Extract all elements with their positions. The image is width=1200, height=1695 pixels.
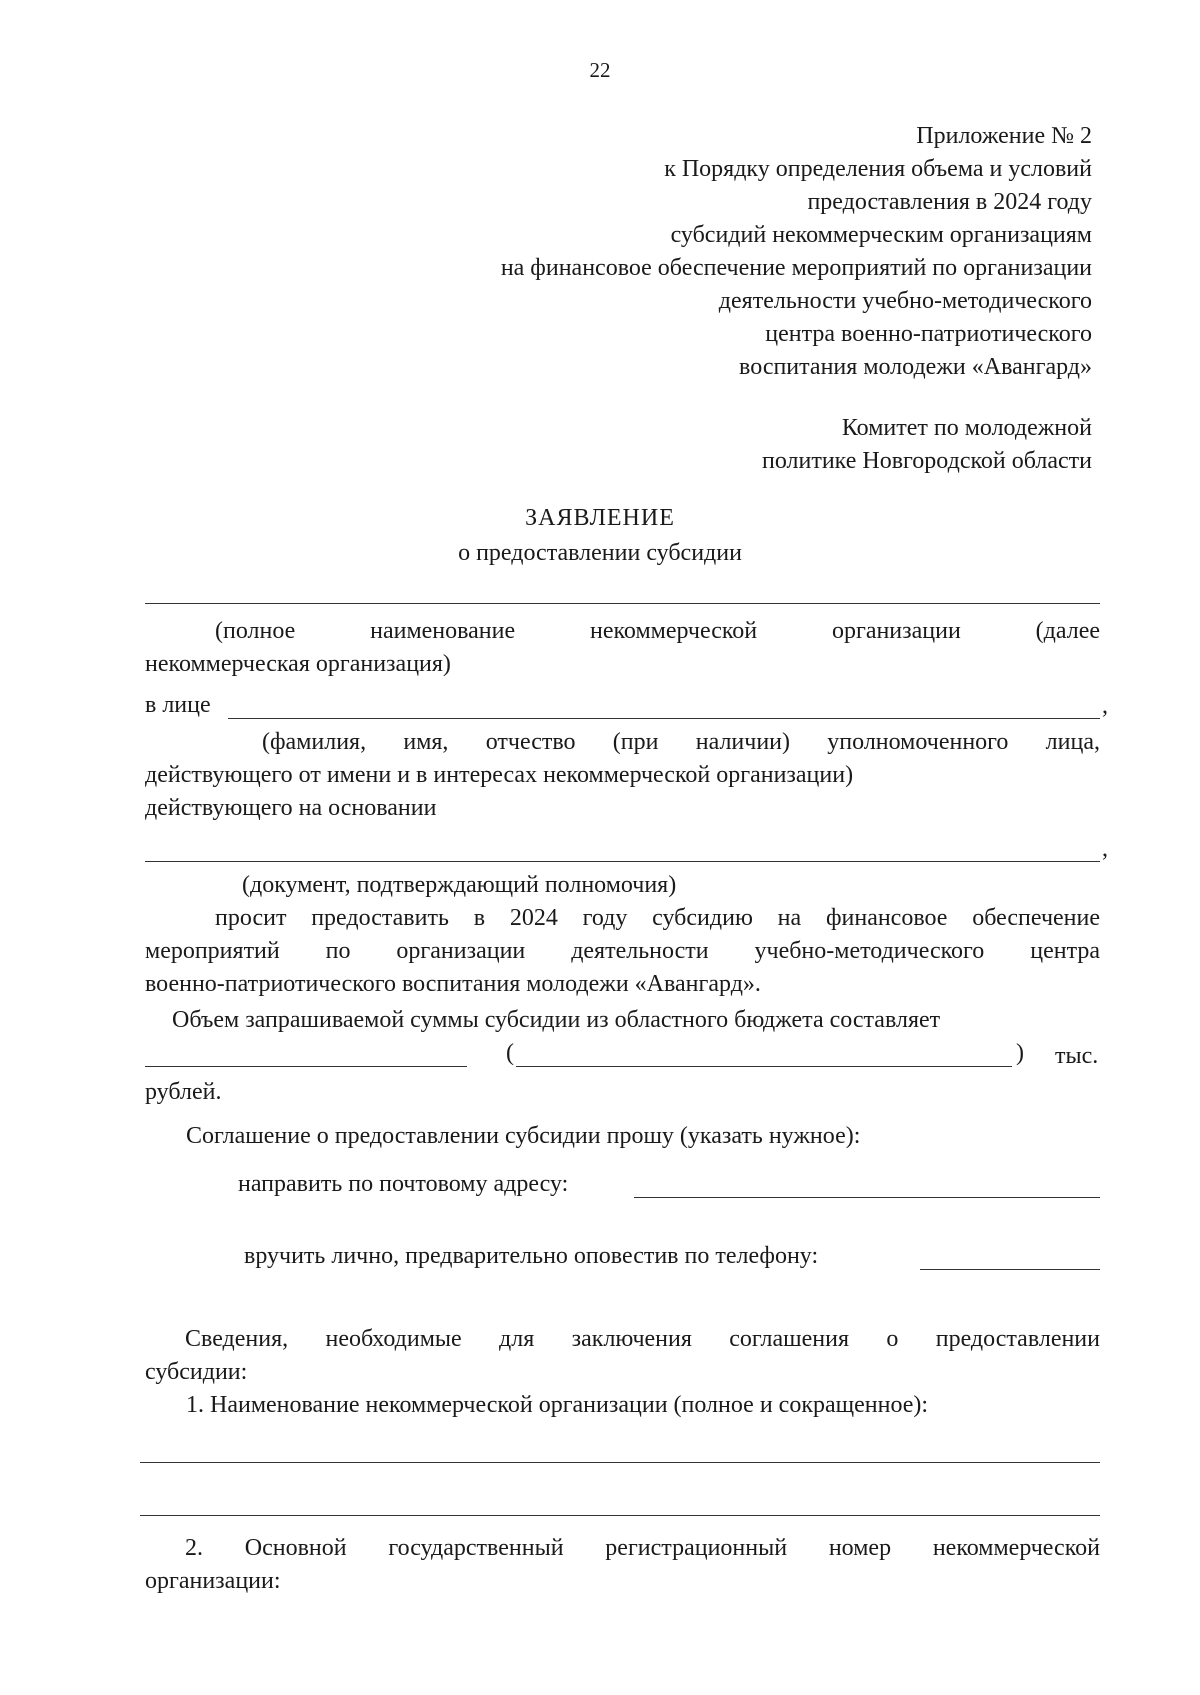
org-name-field[interactable] <box>145 603 1100 604</box>
basis-label: действующего на основании <box>145 795 437 821</box>
org-hint-line2: некоммерческая организация) <box>145 651 451 677</box>
amount-words-field[interactable] <box>516 1066 1012 1067</box>
request-line2: мероприятий по организации деятельности учебно-методического центра <box>145 938 1100 964</box>
person-hint-line1: (фамилия, имя, отчество (при наличии) уполномоченного лица, <box>262 729 1100 755</box>
paren-open: ( <box>506 1040 514 1066</box>
person-hint-line2: действующего от имени и в интересах некоммерческой организации) <box>145 762 854 788</box>
document-title: ЗАЯВЛЕНИЕ <box>525 505 675 531</box>
org-hint-line1: (полное наименование некоммерческой организации (далее <box>215 618 1100 644</box>
amount-line: Объем запрашиваемой суммы субсидии из областного бюджета составляет <box>172 1007 941 1033</box>
org-full-name-field[interactable] <box>140 1462 1100 1463</box>
comma: , <box>1102 693 1108 719</box>
document-hint: (документ, подтверждающий полномочия) <box>242 872 677 898</box>
org-short-name-field[interactable] <box>140 1515 1100 1516</box>
document-subtitle: о предоставлении субсидии <box>458 540 742 566</box>
info-line2: субсидии: <box>145 1359 248 1385</box>
addressee-line: Комитет по молодежной <box>841 415 1092 441</box>
appendix-line: к Порядку определения объема и условий <box>664 156 1092 182</box>
option-personal-label: вручить лично, предварительно оповестив по телефону: <box>244 1243 819 1269</box>
amount-figures-field[interactable] <box>145 1066 467 1067</box>
page-number: 22 <box>589 58 611 82</box>
item1-label: 1. Наименование некоммерческой организации (полное и сокращенное): <box>186 1392 929 1418</box>
addressee-line: политике Новгородской области <box>762 448 1092 474</box>
basis-document-field[interactable] <box>145 861 1100 862</box>
appendix-header <box>501 120 1092 384</box>
request-line3: военно-патриотического воспитания молодежи «Авангард». <box>145 971 761 997</box>
appendix-line: воспитания молодежи «Авангард» <box>739 354 1092 380</box>
amount-unit: тыс. <box>1055 1043 1099 1069</box>
appendix-line: деятельности учебно-методического <box>718 288 1092 314</box>
in-person-label: в лице <box>145 692 211 718</box>
appendix-line: центра военно-патриотического <box>765 321 1092 347</box>
appendix-line: предоставления в 2024 году <box>807 189 1092 215</box>
postal-address-field[interactable] <box>634 1197 1100 1198</box>
paren-close: ) <box>1016 1040 1024 1066</box>
option-mail-label: направить по почтовому адресу: <box>238 1171 569 1197</box>
item2-line1: 2. Основной государственный регистрационный номер некоммерческой <box>185 1535 1100 1561</box>
info-line1: Сведения, необходимые для заключения соглашения о предоставлении <box>185 1326 1100 1352</box>
amount-unit-rubles: рублей. <box>145 1079 222 1105</box>
agreement-label: Соглашение о предоставлении субсидии прошу (указать нужное): <box>186 1123 861 1149</box>
item2-line2: организации: <box>145 1568 281 1594</box>
phone-field[interactable] <box>920 1269 1100 1270</box>
addressee <box>762 412 1092 478</box>
appendix-line: на финансовое обеспечение мероприятий по организации <box>500 255 1092 281</box>
appendix-line: субсидий некоммерческим организациям <box>670 222 1092 248</box>
appendix-line: Приложение № 2 <box>916 123 1092 149</box>
person-name-field[interactable] <box>228 718 1100 719</box>
request-line1: просит предоставить в 2024 году субсидию на финансовое обеспечение <box>215 905 1100 931</box>
comma: , <box>1102 836 1108 862</box>
